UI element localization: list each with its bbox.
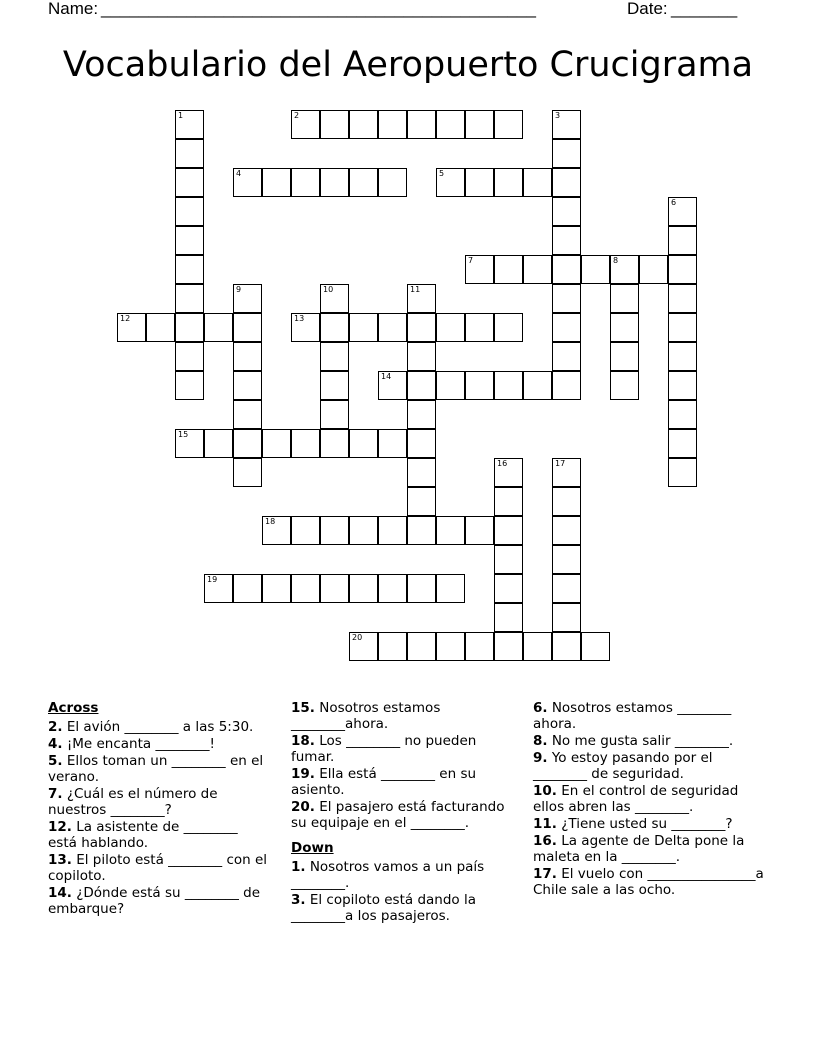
crossword-cell[interactable] [407, 516, 436, 545]
clue-number: 14. [48, 885, 72, 901]
crossword-cell[interactable] [291, 110, 320, 139]
crossword-cell[interactable] [523, 168, 552, 197]
crossword-cell[interactable] [320, 284, 349, 313]
clue-across-5 [48, 753, 268, 785]
clue-down-6 [533, 700, 765, 732]
cell-number: 5 [439, 169, 445, 178]
crossword-cell[interactable] [494, 110, 523, 139]
clue-text: La asistente de ________ está hablando. [48, 819, 238, 851]
crossword-cell[interactable] [494, 487, 523, 516]
crossword-cell[interactable] [407, 313, 436, 342]
clue-across-4 [48, 736, 268, 752]
crossword-cell[interactable] [494, 632, 523, 661]
clue-number: 8. [533, 733, 548, 749]
clue-number: 20. [291, 799, 315, 815]
clue-number: 19. [291, 766, 315, 782]
crossword-cell[interactable] [378, 574, 407, 603]
cell-number: 14 [381, 372, 392, 381]
crossword-cell[interactable] [552, 632, 581, 661]
crossword-cell[interactable] [494, 168, 523, 197]
crossword-cell[interactable] [175, 226, 204, 255]
clue-across-19 [291, 766, 513, 798]
crossword-cell[interactable] [320, 429, 349, 458]
clue-text: Yo estoy pasando por el ________ de seguridad. [533, 750, 713, 782]
crossword-cell[interactable] [552, 371, 581, 400]
crossword-cell[interactable] [552, 284, 581, 313]
crossword-cell[interactable] [523, 255, 552, 284]
clue-text: El avión ________ a las 5:30. [66, 719, 254, 735]
clue-text: Nosotros estamos ________ ahora. [533, 700, 732, 732]
cell-number: 7 [468, 256, 474, 265]
crossword-cell[interactable] [407, 458, 436, 487]
crossword-cell[interactable] [349, 429, 378, 458]
clue-number: 12. [48, 819, 72, 835]
crossword-cell[interactable] [407, 487, 436, 516]
crossword-cell[interactable] [465, 168, 494, 197]
clues-column-2 [291, 700, 513, 925]
cell-number: 2 [294, 111, 300, 120]
crossword-cell[interactable] [175, 371, 204, 400]
crossword-cell[interactable] [610, 313, 639, 342]
clue-text: ¿Cuál es el número de nuestros ________? [48, 786, 218, 818]
crossword-cell[interactable] [117, 313, 146, 342]
clue-text: En el control de seguridad ellos abren las ________. [533, 783, 739, 815]
crossword-cell[interactable] [233, 371, 262, 400]
crossword-cell[interactable] [668, 255, 697, 284]
crossword-cell[interactable] [407, 284, 436, 313]
cell-number: 9 [236, 285, 242, 294]
crossword-cell[interactable] [552, 168, 581, 197]
crossword-cell[interactable] [465, 313, 494, 342]
crossword-cell[interactable] [552, 313, 581, 342]
crossword-cell[interactable] [465, 255, 494, 284]
crossword-cell[interactable] [233, 574, 262, 603]
clue-number: 4. [48, 736, 63, 752]
crossword-cell[interactable] [436, 110, 465, 139]
cell-number: 11 [410, 285, 421, 294]
cell-number: 17 [555, 459, 566, 468]
crossword-cell[interactable] [175, 110, 204, 139]
clue-across-13 [48, 852, 268, 884]
crossword-cell[interactable] [610, 255, 639, 284]
crossword-cell[interactable] [610, 371, 639, 400]
crossword-cell[interactable] [610, 342, 639, 371]
crossword-cell[interactable] [320, 574, 349, 603]
clue-down-10 [533, 783, 765, 815]
crossword-cell[interactable] [262, 574, 291, 603]
clue-across-18 [291, 733, 513, 765]
crossword-cell[interactable] [552, 110, 581, 139]
crossword-cell[interactable] [378, 429, 407, 458]
crossword-cell[interactable] [291, 429, 320, 458]
crossword-cell[interactable] [320, 342, 349, 371]
crossword-cell[interactable] [668, 313, 697, 342]
clue-text: El pasajero está facturando su equipaje en el ________. [291, 799, 505, 831]
crossword-cell[interactable] [233, 429, 262, 458]
crossword-cell[interactable] [320, 371, 349, 400]
crossword-cell[interactable] [378, 371, 407, 400]
clue-text: ¿Dónde está su ________ de embarque? [48, 885, 261, 917]
crossword-cell[interactable] [465, 371, 494, 400]
clue-across-7 [48, 786, 268, 818]
crossword-cell[interactable] [436, 574, 465, 603]
crossword-cell[interactable] [233, 458, 262, 487]
crossword-cell[interactable] [668, 458, 697, 487]
clue-text: El piloto está ________ con el copiloto. [48, 852, 268, 884]
cell-number: 10 [323, 285, 334, 294]
crossword-cell[interactable] [436, 313, 465, 342]
crossword-cell[interactable] [610, 284, 639, 313]
clue-down-1 [291, 859, 513, 891]
crossword-cell[interactable] [494, 574, 523, 603]
cell-number: 15 [178, 430, 189, 439]
across-heading: Across [48, 700, 99, 716]
cell-number: 8 [613, 256, 619, 265]
crossword-cell[interactable] [552, 342, 581, 371]
clue-text: ¡Me encanta ________! [66, 736, 215, 752]
crossword-cell[interactable] [349, 110, 378, 139]
crossword-cell[interactable] [204, 429, 233, 458]
crossword-cell[interactable] [465, 632, 494, 661]
clue-text: Los ________ no pueden fumar. [291, 733, 477, 765]
crossword-cell[interactable] [233, 400, 262, 429]
name-field-line[interactable]: ______________________________________________ [101, 0, 536, 18]
crossword-cell[interactable] [552, 574, 581, 603]
clue-text: ¿Tiene usted su ________? [561, 816, 733, 832]
crossword-cell[interactable] [320, 168, 349, 197]
crossword-cell[interactable] [552, 197, 581, 226]
crossword-cell[interactable] [581, 632, 610, 661]
crossword-cell[interactable] [552, 458, 581, 487]
crossword-cell[interactable] [407, 400, 436, 429]
crossword-cell[interactable] [320, 516, 349, 545]
clue-across-2 [48, 719, 268, 735]
crossword-cell[interactable] [291, 313, 320, 342]
clue-number: 11. [533, 816, 557, 832]
crossword-cell[interactable] [378, 516, 407, 545]
crossword-cell[interactable] [349, 313, 378, 342]
crossword-cell[interactable] [349, 168, 378, 197]
crossword-cell[interactable] [175, 139, 204, 168]
crossword-cell[interactable] [668, 197, 697, 226]
crossword-cell[interactable] [668, 371, 697, 400]
crossword-cell[interactable] [494, 255, 523, 284]
crossword-cell[interactable] [407, 110, 436, 139]
crossword-cell[interactable] [146, 313, 175, 342]
clue-across-14 [48, 885, 268, 917]
crossword-cell[interactable] [204, 574, 233, 603]
crossword-cell[interactable] [494, 545, 523, 574]
crossword-cell[interactable] [465, 516, 494, 545]
crossword-cell[interactable] [175, 197, 204, 226]
clue-down-17 [533, 866, 765, 898]
clue-text: El vuelo con ________________a Chile sale a las ocho. [533, 866, 764, 898]
cell-number: 20 [352, 633, 363, 642]
clues-column-3 [533, 700, 765, 899]
clue-text: El copiloto está dando la ________a los pasajeros. [291, 892, 476, 924]
cell-number: 19 [207, 575, 218, 584]
crossword-cell[interactable] [175, 255, 204, 284]
crossword-cell[interactable] [523, 371, 552, 400]
crossword-cell[interactable] [465, 110, 494, 139]
crossword-cell[interactable] [407, 574, 436, 603]
crossword-cell[interactable] [233, 313, 262, 342]
clue-number: 10. [533, 783, 557, 799]
crossword-cell[interactable] [233, 284, 262, 313]
crossword-cell[interactable] [552, 516, 581, 545]
clue-text: Nosotros vamos a un país ________. [291, 859, 485, 891]
clue-number: 17. [533, 866, 557, 882]
crossword-cell[interactable] [639, 255, 668, 284]
crossword-cell[interactable] [349, 516, 378, 545]
crossword-cell[interactable] [407, 632, 436, 661]
crossword-cell[interactable] [233, 168, 262, 197]
clue-number: 1. [291, 859, 306, 875]
down-heading: Down [291, 840, 334, 856]
crossword-cell[interactable] [262, 168, 291, 197]
clue-number: 18. [291, 733, 315, 749]
crossword-cell[interactable] [552, 255, 581, 284]
clue-number: 5. [48, 753, 63, 769]
clue-text: Ellos toman un ________ en el verano. [48, 753, 264, 785]
clue-text: No me gusta salir ________. [551, 733, 734, 749]
crossword-cell[interactable] [668, 429, 697, 458]
clue-across-15 [291, 700, 513, 732]
clue-number: 15. [291, 700, 315, 716]
crossword-cell[interactable] [668, 342, 697, 371]
clue-across-20 [291, 799, 513, 831]
clue-down-8 [533, 733, 765, 749]
cell-number: 16 [497, 459, 508, 468]
crossword-cell[interactable] [407, 429, 436, 458]
crossword-cell[interactable] [436, 516, 465, 545]
crossword-cell[interactable] [494, 371, 523, 400]
page-title: Vocabulario del Aeropuerto Crucigrama [62, 45, 754, 85]
clue-number: 2. [48, 719, 63, 735]
clue-text: La agente de Delta pone la maleta en la ________. [533, 833, 745, 865]
crossword-cell[interactable] [552, 226, 581, 255]
clue-number: 13. [48, 852, 72, 868]
crossword-cell[interactable] [175, 342, 204, 371]
crossword-cell[interactable] [436, 632, 465, 661]
clue-number: 6. [533, 700, 548, 716]
crossword-cell[interactable] [291, 516, 320, 545]
crossword-cell[interactable] [262, 429, 291, 458]
cell-number: 18 [265, 517, 276, 526]
crossword-cell[interactable] [552, 603, 581, 632]
crossword-cell[interactable] [552, 545, 581, 574]
cell-number: 6 [671, 198, 677, 207]
name-label: Name: [48, 0, 99, 18]
clue-number: 9. [533, 750, 548, 766]
crossword-cell[interactable] [204, 313, 233, 342]
crossword-cell[interactable] [668, 400, 697, 429]
clue-text: Ella está ________ en su asiento. [291, 766, 477, 798]
cell-number: 12 [120, 314, 131, 323]
crossword-cell[interactable] [175, 168, 204, 197]
clue-number: 7. [48, 786, 63, 802]
crossword-cell[interactable] [494, 516, 523, 545]
clues-column-1 [48, 700, 268, 918]
crossword-cell[interactable] [175, 284, 204, 313]
crossword-cell[interactable] [378, 313, 407, 342]
crossword-cell[interactable] [668, 226, 697, 255]
clue-text: Nosotros estamos ________ahora. [291, 700, 441, 732]
clue-down-9 [533, 750, 765, 782]
date-field-line[interactable]: _______ [671, 0, 738, 18]
crossword-cell[interactable] [349, 574, 378, 603]
crossword-cell[interactable] [233, 342, 262, 371]
crossword-cell[interactable] [175, 429, 204, 458]
clue-down-11 [533, 816, 765, 832]
cell-number: 4 [236, 169, 242, 178]
crossword-cell[interactable] [523, 632, 552, 661]
crossword-cell[interactable] [407, 342, 436, 371]
crossword-cell[interactable] [262, 516, 291, 545]
clue-number: 3. [291, 892, 306, 908]
crossword-cell[interactable] [494, 313, 523, 342]
clue-number: 16. [533, 833, 557, 849]
crossword-cell[interactable] [436, 168, 465, 197]
clue-down-16 [533, 833, 765, 865]
crossword-cell[interactable] [552, 139, 581, 168]
crossword-cell[interactable] [320, 110, 349, 139]
clue-across-12 [48, 819, 268, 851]
clue-down-3 [291, 892, 513, 924]
cell-number: 13 [294, 314, 305, 323]
crossword-cell[interactable] [436, 371, 465, 400]
crossword-cell[interactable] [291, 168, 320, 197]
crossword-cell[interactable] [378, 110, 407, 139]
crossword-cell[interactable] [291, 574, 320, 603]
crossword-cell[interactable] [494, 458, 523, 487]
date-label: Date: [627, 0, 668, 18]
cell-number: 3 [555, 111, 561, 120]
cell-number: 1 [178, 111, 184, 120]
crossword-cell[interactable] [552, 487, 581, 516]
crossword-cell[interactable] [581, 255, 610, 284]
crossword-cell[interactable] [494, 603, 523, 632]
crossword-cell[interactable] [320, 313, 349, 342]
crossword-cell[interactable] [378, 632, 407, 661]
crossword-cell[interactable] [378, 168, 407, 197]
crossword-cell[interactable] [349, 632, 378, 661]
crossword-cell[interactable] [407, 371, 436, 400]
crossword-cell[interactable] [175, 313, 204, 342]
crossword-cell[interactable] [320, 400, 349, 429]
crossword-cell[interactable] [668, 284, 697, 313]
